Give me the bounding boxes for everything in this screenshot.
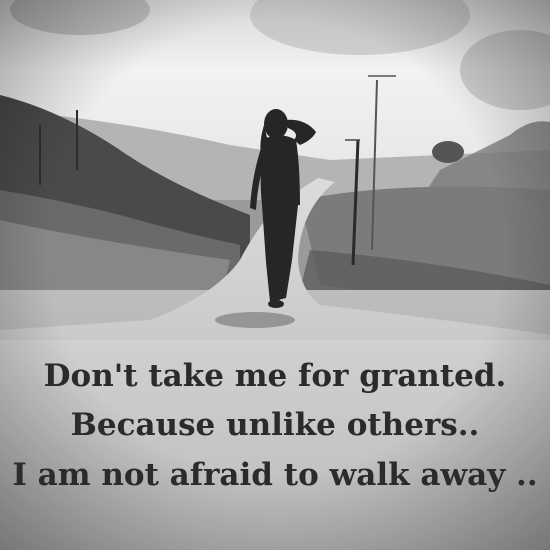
quote-line-3: I am not afraid to walk away .. [12,457,538,493]
quote-line-1: Don't take me for granted. [43,358,507,394]
quote-line-2: Because unlike others.. [70,407,480,443]
